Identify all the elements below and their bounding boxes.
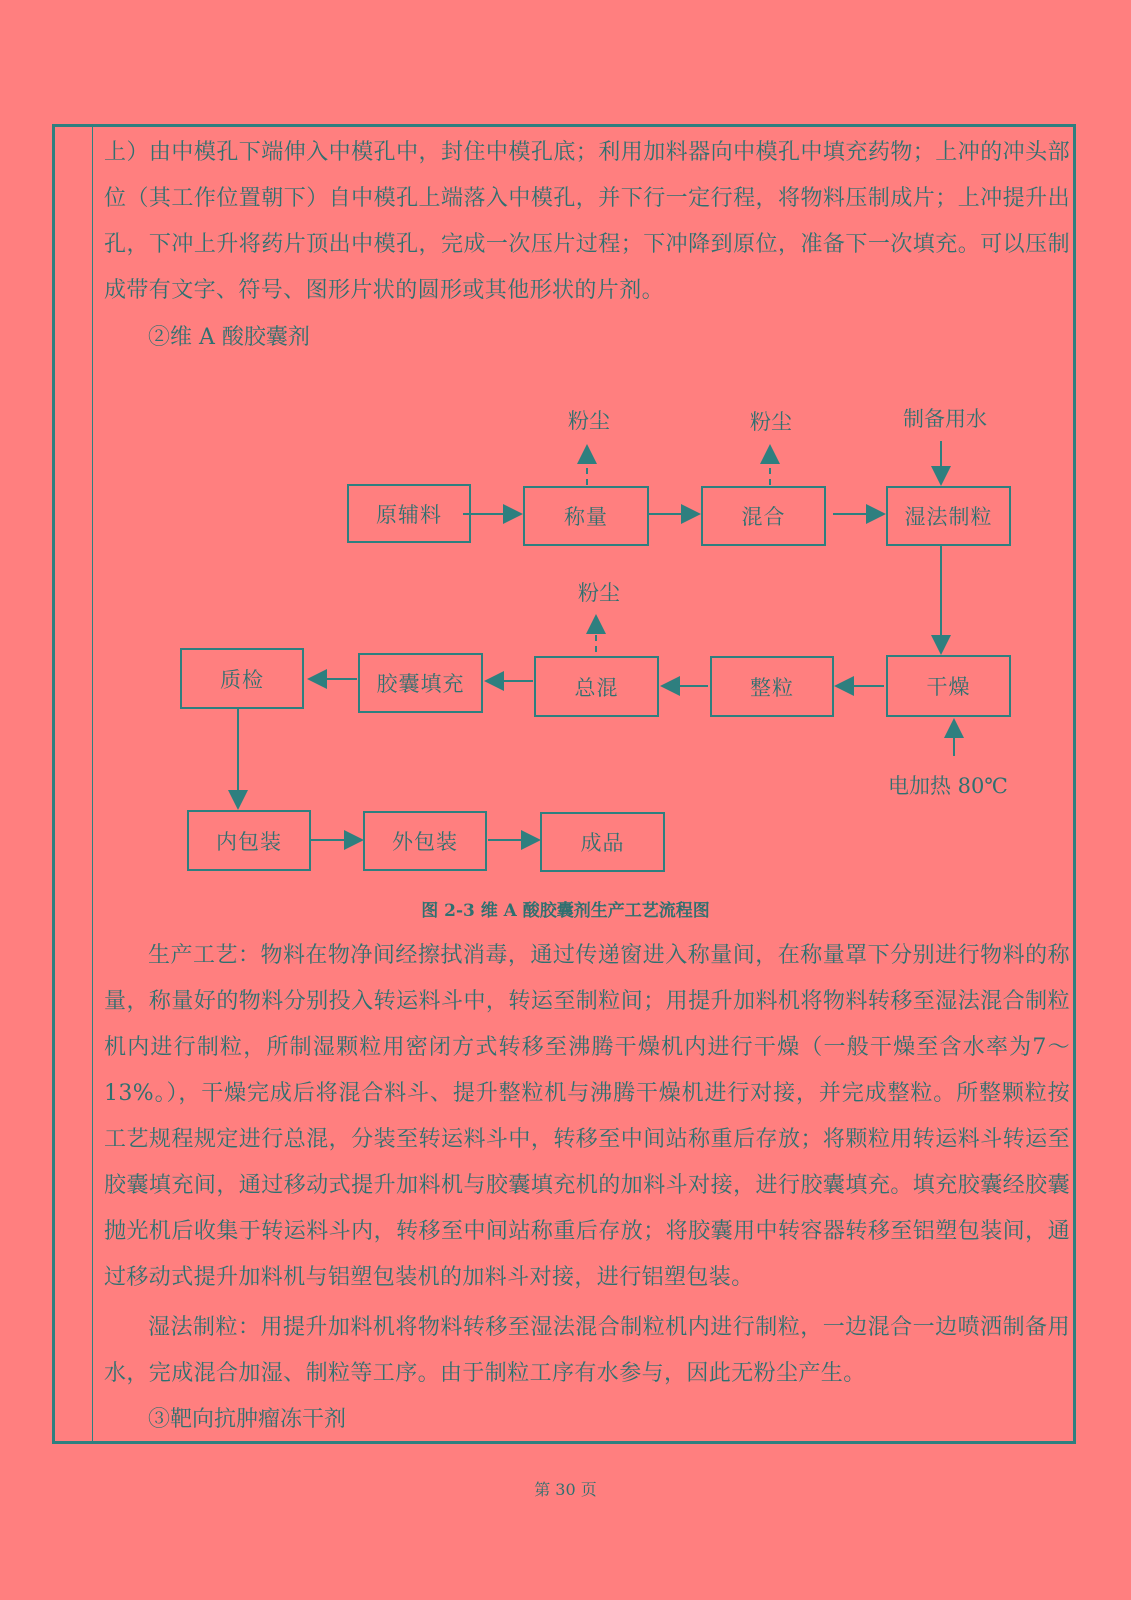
flow-box-capsule-filling: 胶囊填充 [358,653,483,713]
flow-box-raw-material: 原辅料 [347,484,471,543]
label-dust-weighing: 粉尘 [568,409,610,433]
flow-box-total-mixing: 总混 [534,656,659,717]
paragraph-tablet-press: 上）由中模孔下端伸入中模孔中，封住中模孔底；利用加料器向中模孔中填充药物；上冲的冲头部位（其工作位置朝下）自中模孔上端落入中模孔，并下行一定行程，将物料压制成片；上冲提升出孔，下冲上升将药片顶出中模孔，完成一次压片过程；下冲降到原位，准备下一次填充。可以压制成带有文字、符号、图形片状的圆形或其他形状的片剂。 [104,140,1070,303]
flow-box-finished-product: 成品 [540,812,665,872]
flow-box-inner-packaging: 内包装 [187,810,311,871]
label-electric-heating: 电加热 80℃ [888,774,1008,798]
flow-box-sizing: 整粒 [710,656,834,717]
flow-box-outer-packaging: 外包装 [363,811,487,871]
paragraph-production-process: 生产工艺：物料在物净间经擦拭消毒，通过传递窗进入称量间，在称量罩下分别进行物料的称量，称量好的物料分别投入转运料斗中，转运至制粒间；用提升加料机将物料转移至湿法混合制粒机内进行制粒，所制湿颗粒用密闭方式转移至沸腾干燥机内进行干燥（一般干燥至含水率为7～13%。），干燥完成后将混合料斗、提升整粒机与沸腾干燥机进行对接，并完成整粒。所整颗粒按工艺规程规定进行总混，分装至转运料斗中，转移至中间站称重后存放；将颗粒用转运料斗转运至胶囊填充间，通过移动式提升加料机与胶囊填充机的加料斗对接，进行胶囊填充。填充胶囊经胶囊抛光机后收集于转运料斗内，转移至中间站称重后存放；将胶囊用中转容器转移至铝塑包装间，通过移动式提升加料机与铝塑包装机的加料斗对接，进行铝塑包装。 [104,943,1070,1290]
page-number: 第 30 页 [534,1480,597,1499]
flow-box-quality-check: 质检 [180,648,304,709]
flow-box-mixing: 混合 [701,486,826,546]
label-process-water: 制备用水 [903,407,987,431]
flow-box-weighing: 称量 [523,486,649,546]
label-dust-mixing: 粉尘 [750,410,792,434]
flow-box-drying: 干燥 [886,655,1011,717]
heading-tretinoin-capsule: ②维 A 酸胶囊剂 [148,325,310,350]
flow-box-wet-granulation: 湿法制粒 [886,486,1011,546]
figure-caption: 图 2-3 维 A 酸胶囊剂生产工艺流程图 [421,901,710,921]
heading-targeted-antitumor: ③靶向抗肿瘤冻干剂 [148,1407,347,1432]
paragraph-wet-granulation: 湿法制粒：用提升加料机将物料转移至湿法混合制粒机内进行制粒，一边混合一边喷洒制备用水，完成混合加湿、制粒等工序。由于制粒工序有水参与，因此无粉尘产生。 [104,1315,1070,1386]
label-dust-total-mixing: 粉尘 [578,581,620,605]
